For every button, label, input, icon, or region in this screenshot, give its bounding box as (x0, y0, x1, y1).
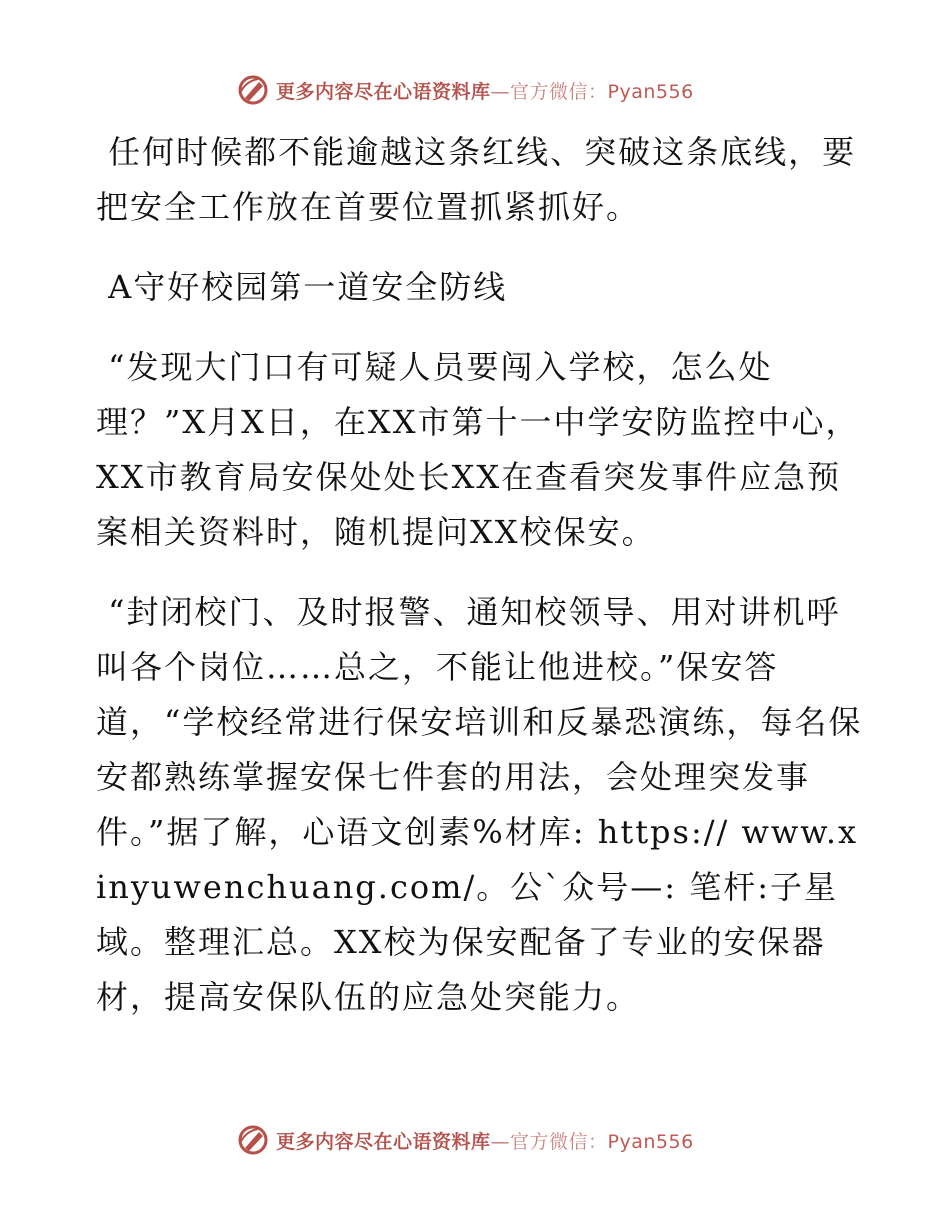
section-heading: A守好校园第一道安全防线 (96, 268, 508, 306)
banner-wechat-id: Pyan556 (607, 1130, 694, 1153)
footer-banner (236, 1122, 716, 1158)
header-banner-text (276, 77, 694, 104)
header-banner (236, 72, 716, 108)
banner-separator: — (490, 80, 511, 103)
pen-logo-icon (236, 73, 270, 107)
banner-wechat-label: 官方微信： (510, 80, 608, 103)
banner-separator: — (490, 1130, 511, 1153)
banner-wechat-id: Pyan556 (607, 80, 694, 103)
banner-main-text: 更多内容尽在心语资料库 (276, 1130, 491, 1153)
pen-logo-icon (236, 1123, 270, 1157)
footer-banner-text (276, 1127, 694, 1154)
banner-main-text: 更多内容尽在心语资料库 (276, 80, 491, 103)
paragraph-1: 任何时候都不能逾越这条红线、突破这条底线，要把安全工作放在首要位置抓紧抓好。 (96, 133, 857, 226)
paragraph-2: “发现大门口有可疑人员要闯入学校，怎么处理？”X月X日，在XX市第十一中学安防监控中心，XX市教育局安保处处长XX在查看突发事件应急预案相关资料时，随机提问XX校保安。 (96, 348, 860, 551)
banner-wechat-label: 官方微信： (510, 1130, 608, 1153)
document-body (96, 125, 866, 1025)
paragraph-3: “封闭校门、及时报警、通知校领导、用对讲机呼叫各个岗位……总之，不能让他进校。”保安答道，“学校经常进行保安培训和反暴恐演练，每名保安都熟练掌握安保七件套的用法，会处理突发事件。”据了解，心语文创素%材库: https:// www.xinyuwenchuang.com/。公`众号—: 笔杆:子星域。整理汇总。XX校为保安配备了专业的安保器材，提高安保队伍的应急处突能力。 (96, 593, 863, 1016)
